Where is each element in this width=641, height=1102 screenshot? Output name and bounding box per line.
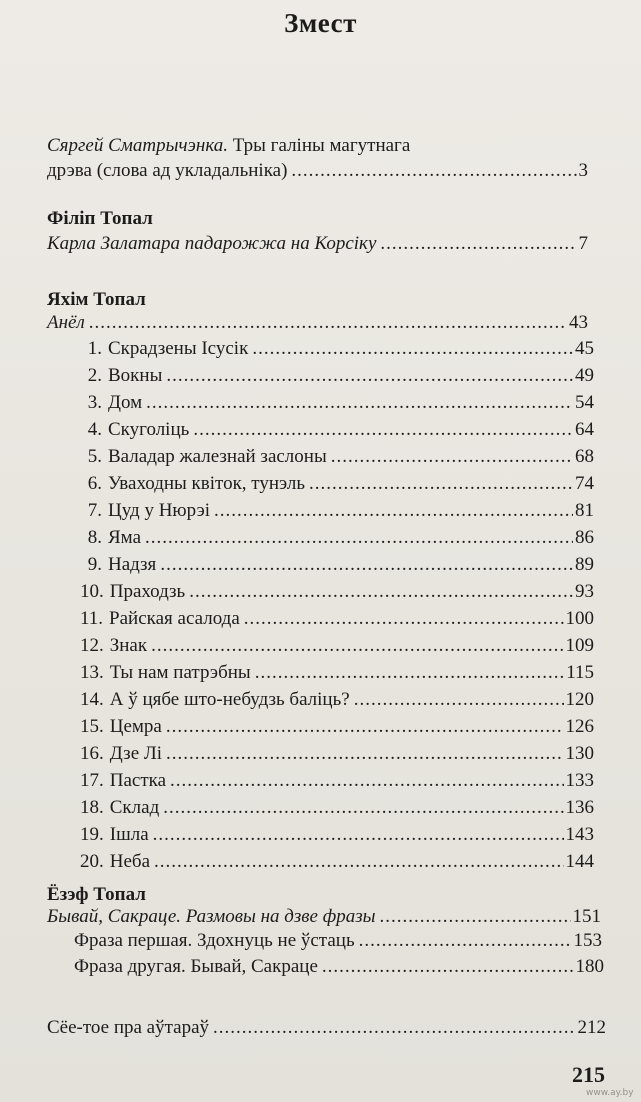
section-author: Яхім Топал [47, 289, 146, 310]
page-number: 3 [578, 160, 588, 181]
chapter-number: 13. [80, 662, 104, 683]
dot-leader [244, 608, 564, 630]
page-number: 49 [575, 365, 594, 386]
dot-leader [252, 338, 573, 360]
dot-leader [193, 419, 573, 441]
chapter-number: 10. [80, 581, 104, 602]
chapter-number: 1. [87, 338, 102, 359]
page-number: 153 [573, 930, 602, 951]
chapter-entry[interactable] [80, 770, 594, 796]
chapter-title: Валадар жалезнай заслоны [108, 446, 327, 467]
chapter-title: Уваходны квіток, тунэль [108, 473, 305, 494]
dot-leader [380, 906, 571, 928]
chapter-entry[interactable] [80, 338, 594, 364]
intro-title-start: Тры галіны магутнага [232, 135, 411, 156]
chapter-entry[interactable] [80, 419, 594, 445]
page-number: 120 [565, 689, 594, 710]
chapter-number: 6. [87, 473, 102, 494]
chapter-entry[interactable] [80, 608, 594, 634]
work-title: Карла Залатара падарожжа на Корсіку [47, 233, 377, 254]
chapter-entry[interactable] [80, 797, 594, 823]
dot-leader [170, 770, 563, 792]
intro-entry-line1 [47, 135, 410, 157]
chapter-number: 4. [87, 419, 102, 440]
chapter-number: 20. [80, 851, 104, 872]
part-entry[interactable] [74, 930, 602, 956]
dot-leader [309, 473, 573, 495]
chapter-entry[interactable] [80, 473, 594, 499]
chapter-entry[interactable] [80, 500, 594, 526]
dot-leader [359, 930, 572, 952]
chapter-number: 9. [87, 554, 102, 575]
page-number: 45 [575, 338, 594, 359]
page-number: 93 [575, 581, 594, 602]
watermark: www.ay.by [586, 1088, 634, 1098]
page-number: 86 [575, 527, 594, 548]
dot-leader [163, 797, 563, 819]
page-number: 136 [565, 797, 594, 818]
page-number: 64 [575, 419, 594, 440]
dot-leader [214, 500, 573, 522]
chapter-title: Ты нам патрэбны [109, 662, 251, 683]
dot-leader [354, 689, 564, 711]
chapter-title: А ў цябе штo-небудзь баліць? [109, 689, 350, 710]
dot-leader [145, 527, 573, 549]
chapter-title: Цуд у Нюрэі [108, 500, 211, 521]
chapter-title: Неба [109, 851, 151, 872]
intro-entry[interactable] [47, 160, 588, 186]
chapter-number: 14. [80, 689, 104, 710]
page-number: 180 [575, 956, 604, 977]
chapter-entry[interactable] [80, 851, 594, 877]
chapter-title: Знак [109, 635, 148, 656]
dot-leader [189, 581, 573, 603]
dot-leader [331, 446, 573, 468]
chapter-number: 16. [80, 743, 104, 764]
chapter-title: Дзе Лі [109, 743, 163, 764]
page-number: 133 [565, 770, 594, 791]
page-number: 143 [565, 824, 594, 845]
chapter-entry[interactable] [80, 581, 594, 607]
intro-author: Сяргей Сматрычэнка. [47, 135, 229, 156]
dot-leader [160, 554, 573, 576]
page-number: 130 [565, 743, 594, 764]
part-title: Фраза першая. Здохнуць не ўстаць [74, 930, 355, 951]
page-number: 144 [565, 851, 594, 872]
chapter-title: Скрадзены Ісусік [108, 338, 249, 359]
chapter-number: 11. [80, 608, 104, 629]
chapter-entry[interactable] [80, 365, 594, 391]
chapter-number: 8. [87, 527, 102, 548]
dot-leader [213, 1017, 575, 1039]
toc-entry[interactable] [47, 906, 601, 932]
about-authors-title: Сёе-тое пра аўтараў [47, 1017, 210, 1038]
dot-leader [166, 743, 563, 765]
dot-leader [166, 716, 564, 738]
dot-leader [89, 312, 567, 334]
chapter-entry[interactable] [80, 689, 594, 715]
intro-title-end: дрэва (слова ад укладальніка) [47, 160, 288, 181]
page-number: 100 [565, 608, 594, 629]
chapter-entry[interactable] [80, 635, 594, 661]
folio-page-number: 215 [572, 1062, 605, 1087]
chapter-title: Цемра [109, 716, 162, 737]
dot-leader [322, 956, 574, 978]
page-number: 54 [575, 392, 594, 413]
dot-leader [166, 365, 573, 387]
dot-leader [153, 824, 564, 846]
chapter-title: Надзя [108, 554, 157, 575]
chapter-number: 2. [87, 365, 102, 386]
chapter-number: 3. [87, 392, 102, 413]
page-title: Змест [284, 8, 357, 38]
chapter-entry[interactable] [80, 527, 594, 553]
page-number: 212 [577, 1017, 606, 1038]
chapter-entry[interactable] [80, 392, 594, 418]
chapter-title: Склад [109, 797, 160, 818]
chapter-number: 7. [87, 500, 102, 521]
chapter-number: 15. [80, 716, 104, 737]
chapter-title: Пастка [109, 770, 167, 791]
chapter-number: 18. [80, 797, 104, 818]
chapter-title: Райская асалода [109, 608, 240, 629]
about-authors-entry[interactable] [47, 1017, 606, 1043]
chapter-number: 5. [87, 446, 102, 467]
chapter-title: Яма [108, 527, 141, 548]
page-number: 126 [565, 716, 594, 737]
chapter-entry[interactable] [80, 662, 594, 688]
toc-entry[interactable] [47, 312, 588, 338]
work-title: Бывай, Сакраце. Размовы на дзве фразы [47, 906, 376, 927]
dot-leader [291, 160, 576, 182]
part-title: Фраза другая. Бывай, Сакраце [74, 956, 318, 977]
chapter-entry[interactable] [80, 716, 594, 742]
page-number: 115 [566, 662, 594, 683]
chapter-entry[interactable] [80, 824, 594, 850]
dot-leader [255, 662, 565, 684]
chapter-entry[interactable] [80, 743, 594, 769]
page-number: 109 [565, 635, 594, 656]
page-number: 68 [575, 446, 594, 467]
chapter-title: Вокны [108, 365, 163, 386]
page-number: 7 [578, 233, 588, 254]
dot-leader [154, 851, 563, 873]
chapter-entry[interactable] [80, 446, 594, 472]
page-number: 89 [575, 554, 594, 575]
section-author: Ёзэф Топал [47, 884, 146, 905]
chapter-entry[interactable] [80, 554, 594, 580]
dot-leader [146, 392, 573, 414]
page-number: 43 [569, 312, 588, 333]
section-author: Філіп Топал [47, 208, 153, 229]
part-entry[interactable] [74, 956, 604, 982]
chapter-number: 19. [80, 824, 104, 845]
dot-leader [151, 635, 563, 657]
chapter-title: Ішла [109, 824, 149, 845]
page-number: 81 [575, 500, 594, 521]
page-number: 74 [575, 473, 594, 494]
chapter-title: Праходзь [109, 581, 186, 602]
chapter-number: 17. [80, 770, 104, 791]
page-number: 151 [572, 906, 601, 927]
chapter-number: 12. [80, 635, 104, 656]
toc-entry[interactable] [47, 233, 588, 259]
work-title: Анёл [47, 312, 85, 333]
chapter-title: Дом [108, 392, 143, 413]
dot-leader [380, 233, 576, 255]
chapter-title: Скуголіць [108, 419, 190, 440]
